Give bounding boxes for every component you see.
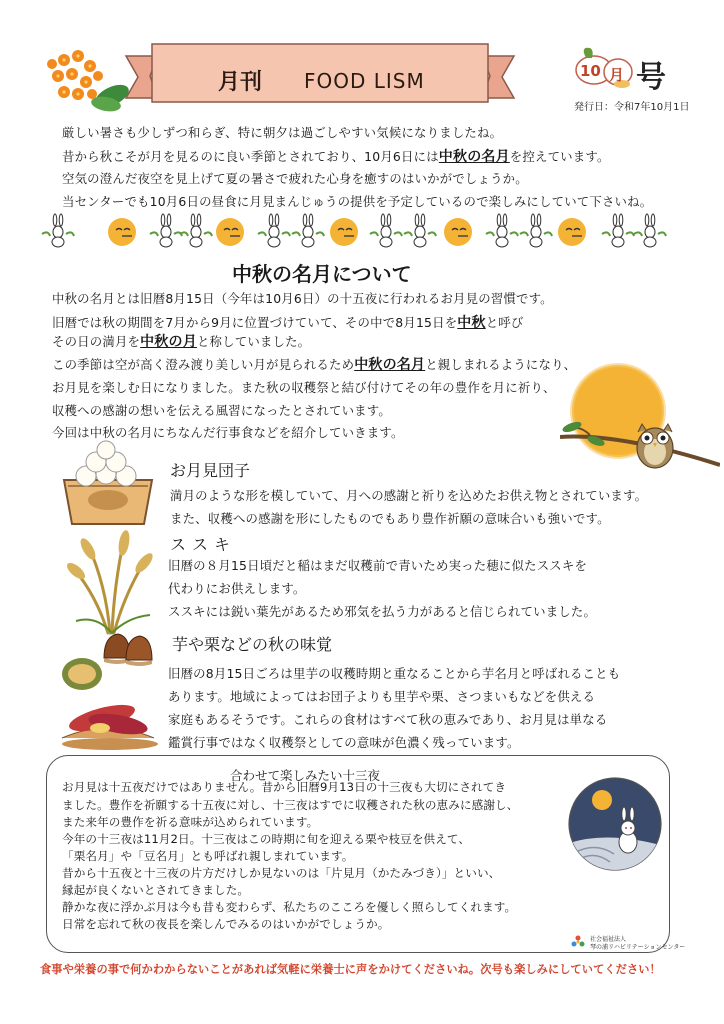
section-1-line-1: 満月のような形を模していて、月への感謝と祈りを込めたお供え物とされています。 bbox=[170, 488, 648, 503]
section-3-line-4: 鑑賞行事ではなく収穫祭としての意味が色濃く残っています。 bbox=[168, 735, 520, 750]
sweet-potato-icon bbox=[52, 648, 162, 750]
section-2-line-1: 旧暦の８月15日頃だと稲はまだ収穫前で青いため実った穂に似たススキを bbox=[168, 558, 588, 573]
main-line-2 bbox=[52, 316, 523, 330]
section-2-title: ススキ bbox=[170, 535, 237, 554]
decor-row bbox=[40, 212, 680, 252]
owl-icon bbox=[632, 418, 678, 470]
main-line-4 bbox=[52, 358, 576, 372]
jusanya-line-4: 今年の十三夜は11月2日。十三夜はこの時期に旬を迎える栗や枝豆を供えて、 bbox=[62, 832, 471, 846]
main-line-2-pre: 旧暦では秋の期間を7月から9月に位置づけていて、その中で8月15日を bbox=[52, 315, 458, 330]
intro-line-3: 空気の澄んだ夜空を見上げて夏の暑さで疲れた心身を癒すのはいかがでしょうか。 bbox=[62, 171, 528, 186]
intro-line-2 bbox=[62, 150, 610, 164]
section-2-line-2: 代わりにお供えします。 bbox=[168, 581, 306, 596]
main-line-6: 収穫への感謝の想いを伝える風習になったとされています。 bbox=[52, 403, 391, 418]
main-line-1: 中秋の名月とは旧暦8月15日（今年は10月6日）の十五夜に行われるお月見の習慣です。 bbox=[52, 291, 553, 306]
main-line-4-post: と親しまれるようになり、 bbox=[425, 357, 577, 372]
publish-date: 発行日：令和7年10月1日 bbox=[574, 102, 690, 113]
section-1-title: お月見団子 bbox=[170, 461, 251, 480]
intro-line-4: 当センターでも10月6日の昼食に月見まんじゅうの提供を予定しているので楽しみにしていて下さいね。 bbox=[62, 194, 653, 209]
main-line-7: 今回は中秋の名月にちなんだ行事食などを紹介していきます。 bbox=[52, 425, 404, 440]
section-2-line-3: ススキには鋭い葉先があるため邪気を払う力があると信じられていました。 bbox=[168, 604, 597, 619]
jusanya-line-8: 静かな夜に浮かぶ月は今も昔も変わらず、私たちのこころを優しく照らしてくれます。 bbox=[62, 900, 517, 914]
main-line-2-em: 中秋 bbox=[457, 315, 486, 331]
header-title-kanji: 月刊 bbox=[218, 70, 263, 95]
main-line-2-post: と呼び bbox=[485, 315, 524, 330]
intro-line-2-pre: 昔から秋こそが月を見るのに良い季節とされており、10月6日には bbox=[62, 149, 439, 164]
issue-month-char: 月 bbox=[609, 66, 625, 84]
issue-month: 10 bbox=[580, 62, 601, 80]
section-3-title: 芋や栗などの秋の味覚 bbox=[172, 635, 333, 654]
org-name-line-2: 琴の浦リハビリテーションセンター bbox=[590, 944, 686, 951]
org-logo-icon bbox=[570, 934, 586, 950]
main-line-4-pre: この季節は空が高く澄み渡り美しい月が見られるため bbox=[52, 357, 355, 372]
jusanya-box-title: 合わせて楽しみたい十三夜 bbox=[230, 768, 381, 783]
org-name-line-1: 社会福祉法人 bbox=[590, 936, 627, 943]
jusanya-line-6: 昔から十五夜と十三夜の片方だけしか見ないのは「片見月（かたみづき）」といい、 bbox=[62, 866, 501, 880]
jusanya-line-2: ました。豊作を祈願する十五夜に対し、十三夜はすでに収穫された秋の恵みに感謝し、 bbox=[62, 798, 519, 812]
main-line-5: お月見を楽しむ日になりました。また秋の収穫祭と結び付けてその年の豊作を月に祈り、 bbox=[52, 380, 556, 395]
header-title-latin: FOOD LISM bbox=[304, 69, 425, 93]
issue-suffix: 号 bbox=[636, 60, 666, 95]
dango-icon bbox=[58, 440, 158, 530]
jusanya-line-5: 「栗名月」や「豆名月」とも呼ばれ親しまれています。 bbox=[62, 849, 354, 863]
flower-icon bbox=[44, 46, 134, 112]
main-line-3-pre: その日の満月を bbox=[52, 334, 141, 349]
footer-message: 食事や栄養の事で何かわからないことがあれば気軽に栄養士に声をかけてくださいね。次号も楽しみにしていてください！ bbox=[40, 963, 661, 976]
jusanya-line-7: 縁起が良くないとされてきました。 bbox=[62, 883, 250, 897]
intro-line-2-em: 中秋の名月 bbox=[438, 149, 510, 165]
header bbox=[0, 0, 724, 115]
section-3-line-3: 家庭もあるそうです。これらの食材はすべて秋の恵みであり、お月見は単なる bbox=[168, 712, 608, 727]
jusanya-line-9: 日常を忘れて秋の夜長を楽しんでみるのはいかがでしょうか。 bbox=[62, 917, 390, 931]
rabbit-moon-illustration bbox=[566, 770, 664, 878]
intro-line-1: 厳しい暑さも少しずつ和らぎ、特に朝夕は過ごしやすい気候になりましたね。 bbox=[62, 125, 503, 140]
main-line-3 bbox=[52, 335, 310, 349]
main-line-3-em: 中秋の月 bbox=[140, 334, 197, 350]
section-3-line-2: あります。地域によってはお団子よりも里芋や栗、さつまいもなどを供える bbox=[168, 689, 596, 704]
main-line-3-post: と称していました。 bbox=[196, 334, 311, 349]
section-3-line-1: 旧暦の8月15日ごろは里芋の収穫時期と重なることから芋名月と呼ばれることも bbox=[168, 666, 621, 681]
section-1-line-2: また、収穫への感謝を形にしたものでもあり豊作祈願の意味合いも強いです。 bbox=[170, 511, 610, 526]
main-title: 中秋の名月について bbox=[232, 262, 412, 286]
jusanya-line-1: お月見は十五夜だけではありません。昔から旧暦9月13日の十三夜も大切にされてき bbox=[62, 780, 507, 794]
jusanya-line-3: また来年の豊作を祈る意味が込められています。 bbox=[62, 815, 319, 829]
susuki-icon bbox=[66, 525, 156, 635]
rabbit-moon-row bbox=[40, 212, 680, 252]
intro-line-2-post: を控えています。 bbox=[509, 149, 610, 164]
main-line-4-em: 中秋の名月 bbox=[354, 357, 426, 373]
